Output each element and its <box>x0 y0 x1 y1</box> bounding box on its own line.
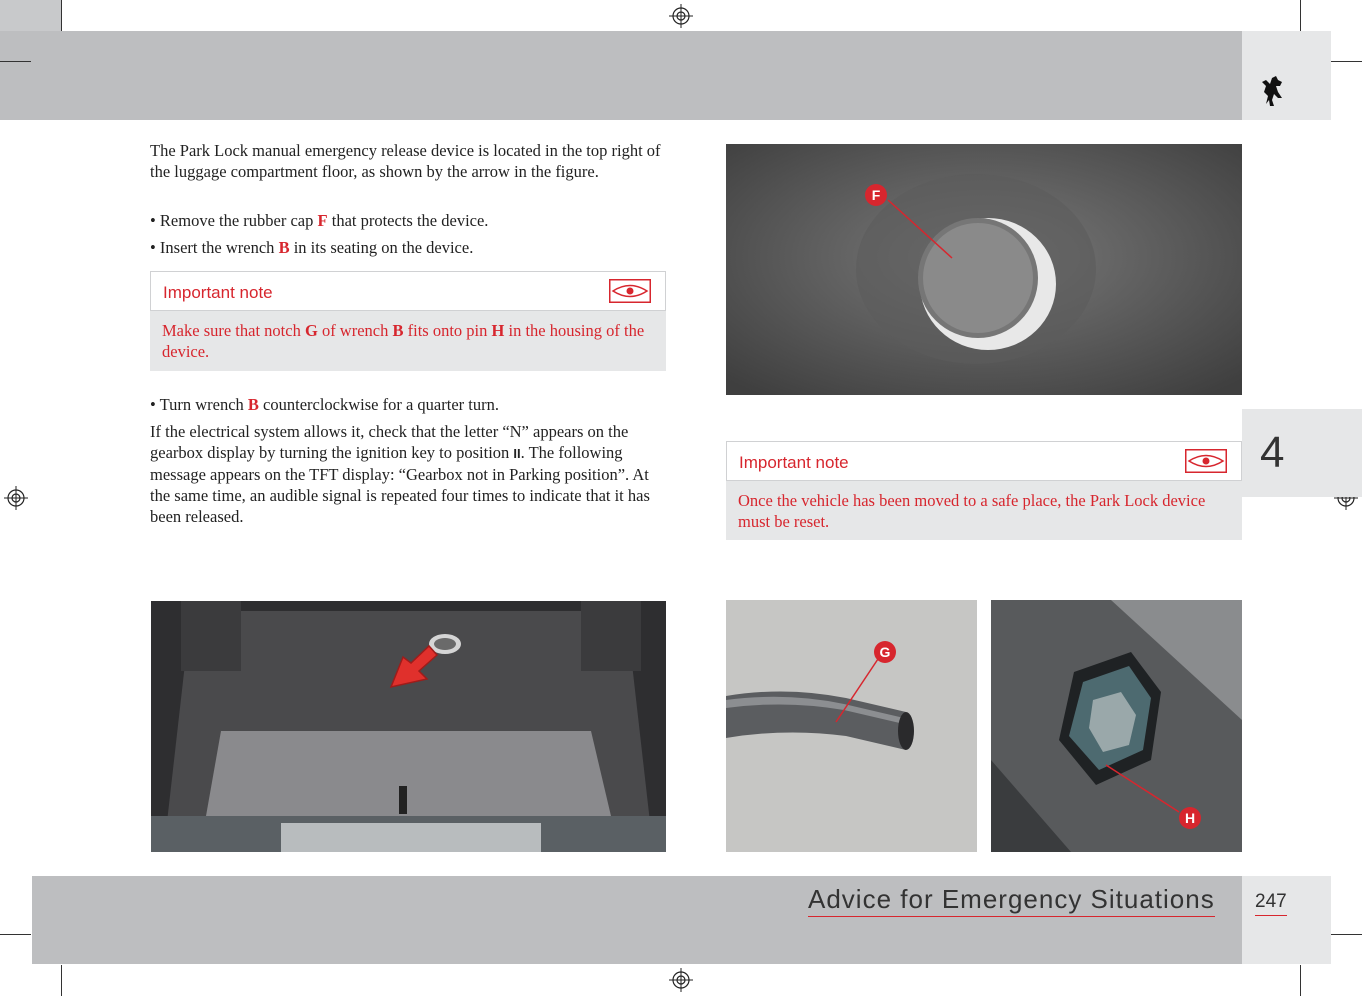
key-letter: B <box>247 395 259 414</box>
photo-rubber-cap <box>726 144 1242 395</box>
crop-mark <box>1331 934 1362 935</box>
step-remove-cap: • Remove the rubber cap F that protects the device. <box>150 211 489 230</box>
crop-mark <box>0 934 31 935</box>
note-title: Important note <box>163 283 273 302</box>
photo-luggage-compartment <box>151 601 666 852</box>
note-title: Important note <box>739 453 849 472</box>
callout-h: H <box>1184 810 1196 826</box>
eye-icon <box>609 279 651 303</box>
registration-mark-icon <box>669 968 693 992</box>
crop-mark <box>61 965 62 996</box>
note-text: Once the vehicle has been moved to a safe place, the Park Lock device must be reset. <box>738 491 1206 531</box>
page-number: 247 <box>1255 891 1287 916</box>
section-title: Advice for Emergency Situations <box>808 884 1215 917</box>
eye-icon <box>1185 449 1227 473</box>
registration-mark-icon <box>669 4 693 28</box>
crop-mark <box>1300 0 1301 31</box>
callout-f: F <box>871 187 881 203</box>
crop-mark <box>0 61 31 62</box>
callout-g: G <box>879 644 891 660</box>
note-header <box>150 271 666 311</box>
crop-mark <box>1331 61 1362 62</box>
note-text: Make sure that notch G of wrench B fits onto pin H in the housing of the device. <box>162 321 645 361</box>
intro-paragraph: The Park Lock manual emergency release device is located in the top right of the luggage compartment floor, as shown by the arrow in the figure. <box>150 141 661 181</box>
key-position: II <box>513 446 521 461</box>
check-paragraph: If the electrical system allows it, check that the letter “N” appears on the gearbox display by turning the ignition key to position II. The following message appears on the TFT display: “Gearbox not in Parking position”. At the same time, an audible signal is repeated four times to indicate that it has been released. <box>150 422 650 526</box>
prancing-horse-logo <box>1256 74 1288 108</box>
important-note-box <box>726 441 1242 540</box>
key-letter: F <box>317 211 328 230</box>
registration-mark-icon <box>4 486 28 510</box>
key-letter: B <box>278 238 290 257</box>
crop-mark <box>61 0 62 31</box>
photo-pin-housing <box>991 600 1242 852</box>
photo-wrench <box>726 600 977 852</box>
important-note-box <box>150 271 666 371</box>
note-header <box>726 441 1242 481</box>
footer-page-box <box>1242 876 1331 964</box>
crop-mark <box>1300 965 1301 996</box>
step-turn-wrench: • Turn wrench B counterclockwise for a quarter turn. <box>150 395 499 414</box>
step-insert-wrench: • Insert the wrench B in its seating on the device. <box>150 238 474 257</box>
chapter-tab: 4 <box>1242 409 1362 497</box>
header-band <box>0 31 1242 120</box>
